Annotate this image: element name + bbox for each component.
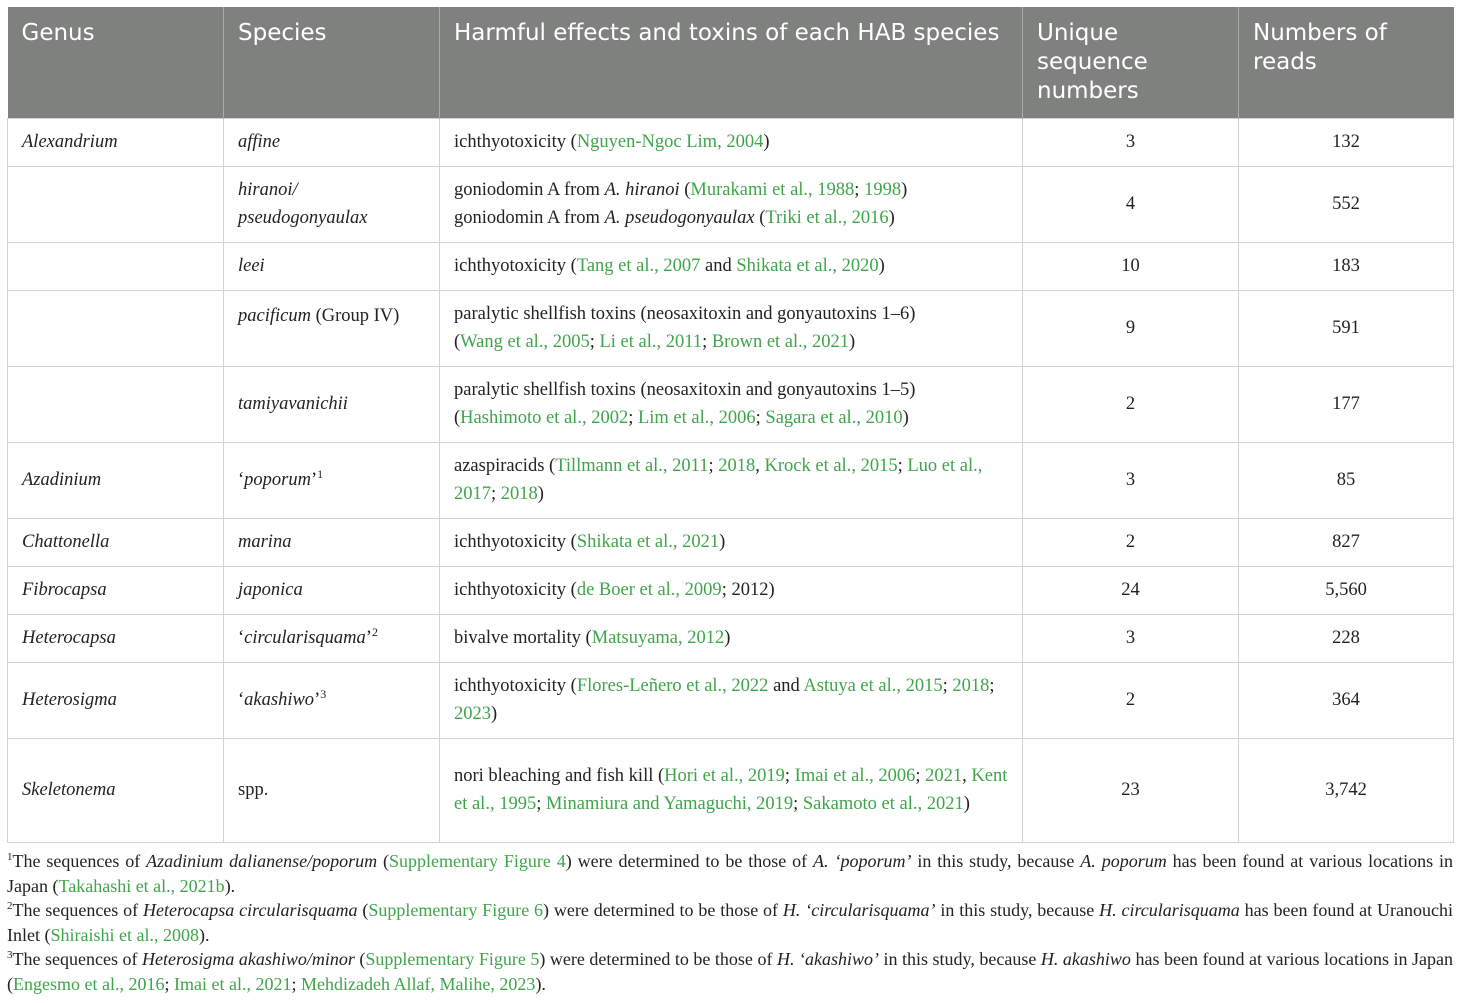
footnote-2 [7, 898, 1453, 947]
species-name-text: Azadinium dalianense/poporum [146, 851, 378, 871]
effects-cell [440, 291, 1023, 367]
unique-sequence-cell: 2 [1023, 663, 1239, 739]
header-unique-sequence-numbers: Unique sequence numbers [1023, 7, 1239, 119]
reference-link[interactable]: Wang et al., 2005 [460, 331, 590, 352]
supplementary-figure-link[interactable]: Supplementary Figure 6 [368, 900, 544, 920]
effects-text: ; [536, 793, 546, 814]
effects-text: , [755, 456, 765, 476]
genus-cell [8, 243, 224, 291]
effects-text: ) [888, 207, 895, 228]
reference-link[interactable]: Engesmo et al., 2016 [13, 973, 165, 994]
unique-sequence-cell: 3 [1023, 443, 1239, 519]
effects-text: ; [897, 456, 908, 476]
unique-sequence-cell: 3 [1023, 615, 1239, 663]
reads-cell: 177 [1239, 367, 1454, 443]
genus-cell: Heterocapsa [8, 615, 224, 663]
effects-text: and [700, 255, 737, 276]
genus-cell: Azadinium [8, 443, 224, 519]
genus-cell [8, 291, 224, 367]
unique-sequence-cell: 2 [1023, 519, 1239, 567]
footnote-text: ) were determined to be those of [565, 851, 814, 871]
table-row [8, 443, 1454, 519]
footnote-text: ; [164, 973, 174, 994]
effects-text: nori bleaching and fish kill ( [454, 766, 665, 786]
reference-link[interactable]: Imai et al., 2021 [174, 973, 292, 994]
effects-text: ( [454, 407, 461, 428]
species-name-text: H. akashiwo [1040, 949, 1131, 969]
effects-cell [440, 367, 1023, 443]
species-cell: marina [224, 519, 440, 567]
footnote-3 [7, 947, 1453, 996]
genus-cell: Chattonella [8, 519, 224, 567]
footnote-text: ( [357, 900, 369, 920]
effects-cell [440, 663, 1023, 739]
footnote-number: 1 [7, 851, 13, 863]
supplementary-figure-link[interactable]: Supplementary Figure 4 [388, 851, 566, 871]
reference-link[interactable]: 2018 [500, 483, 538, 504]
quote-mark: ‘ [238, 627, 245, 648]
species-cell [224, 291, 440, 367]
species-cell: hiranoi/ pseudogonyaulax [224, 167, 440, 243]
species-name-text: circularisquama [244, 627, 366, 648]
unique-sequence-cell: 10 [1023, 243, 1239, 291]
reference-link[interactable]: Nguyen-Ngoc Lim, 2004 [576, 131, 764, 152]
effects-text: ichthyotoxicity ( [454, 131, 577, 152]
effects-text: ( [679, 180, 691, 200]
genus-cell: Fibrocapsa [8, 567, 224, 615]
reference-link[interactable]: Takahashi et al., 2021b [58, 875, 225, 896]
table-row [8, 367, 1454, 443]
footnote-text: ). [224, 875, 236, 896]
effects-cell [440, 243, 1023, 291]
footnote-text: in this study, because [878, 949, 1041, 969]
reference-link[interactable]: Sagara et al., 2010 [765, 407, 903, 428]
effects-text: ) [763, 131, 770, 152]
reference-link[interactable]: Lim et al., 2006 [637, 407, 756, 428]
table-row [8, 567, 1454, 615]
reference-link[interactable]: de Boer et al., 2009 [576, 579, 722, 600]
reference-link[interactable]: Shiraishi et al., 2008 [50, 924, 199, 945]
effects-text: ; [915, 766, 926, 786]
quote-mark: ’ [314, 689, 321, 710]
effects-text: ) [491, 703, 498, 724]
species-cell [224, 663, 440, 739]
footnotes [7, 849, 1453, 996]
table-row [8, 291, 1454, 367]
reference-link[interactable]: Kent et al., 1995 [454, 766, 1008, 814]
species-name-text: H. ‘akashiwo’ [776, 949, 879, 969]
reference-link[interactable]: Krock et al., 2015 [764, 456, 898, 476]
reference-link[interactable]: Triki et al., 2016 [765, 207, 889, 228]
species-name-text: pacificum [238, 306, 311, 326]
effects-text: ; [702, 331, 712, 352]
footnote-number: 3 [7, 949, 13, 961]
species-name-text: A. poporum [1080, 851, 1167, 871]
effects-text: paralytic shellfish toxins (neosaxitoxin and gonyautoxins 1–6) [454, 304, 916, 324]
header-numbers-of-reads: Numbers of reads [1239, 7, 1454, 119]
effects-text: paralytic shellfish toxins (neosaxitoxin and gonyautoxins 1–5) [454, 380, 916, 400]
effects-text: ; [628, 407, 638, 428]
reference-link[interactable]: 1998 [864, 180, 902, 200]
species-cell: leei [224, 243, 440, 291]
effects-text: ; [708, 456, 719, 476]
reference-link[interactable]: Tillmann et al., 2011 [555, 456, 709, 476]
effects-text: ichthyotoxicity ( [454, 255, 577, 276]
unique-sequence-cell: 2 [1023, 367, 1239, 443]
species-cell: spp. [224, 739, 440, 843]
reads-cell: 827 [1239, 519, 1454, 567]
effects-cell [440, 739, 1023, 843]
footnote-text: has been found at Uranouchi Inlet ( [7, 900, 1453, 945]
species-name-text: A. ‘poporum’ [813, 851, 912, 871]
reference-link[interactable]: Mehdizadeh Allaf, Malihe, 2023 [300, 973, 536, 994]
species-cell [224, 615, 440, 663]
effects-text: ; [784, 766, 795, 786]
footnote-text: The sequences of [12, 900, 143, 920]
table-row [8, 167, 1454, 243]
reference-link[interactable]: 2018 [718, 456, 756, 476]
reference-link[interactable]: Li et al., 2011 [599, 331, 703, 352]
species-cell [224, 443, 440, 519]
reference-link[interactable]: Shikata et al., 2021 [576, 531, 720, 552]
unique-sequence-cell: 23 [1023, 739, 1239, 843]
effects-text: ) [963, 793, 970, 814]
effects-text: and [768, 676, 804, 696]
footnote-text: ). [535, 973, 546, 994]
header-harmful-effects: Harmful effects and toxins of each HAB species [440, 7, 1023, 119]
footnote-text: has been found at various locations in Japan ( [7, 949, 1454, 994]
reference-link[interactable]: Matsuyama, 2012 [591, 627, 725, 648]
footnote-text: in this study, because [935, 900, 1100, 920]
effects-cell [440, 119, 1023, 167]
header-genus: Genus [8, 7, 224, 119]
reads-cell: 552 [1239, 167, 1454, 243]
effects-text: ; [589, 331, 600, 352]
species-cell: affine [224, 119, 440, 167]
reads-cell: 85 [1239, 443, 1454, 519]
species-name-text: H. circularisquama [1099, 900, 1240, 920]
effects-text: goniodomin A from [454, 180, 605, 200]
effects-text: ( [454, 331, 461, 352]
table-row [8, 519, 1454, 567]
effects-text: ( [754, 207, 766, 228]
reference-link[interactable]: Luo et al., 2017 [454, 456, 983, 504]
reference-link[interactable]: Imai et al., 2006 [794, 766, 916, 786]
reference-link[interactable]: 2018 [952, 676, 990, 696]
quote-mark: ‘ [238, 689, 245, 710]
unique-sequence-cell: 24 [1023, 567, 1239, 615]
footnote-text: ) were determined to be those of [539, 949, 777, 969]
effects-text: ; [989, 676, 995, 696]
footnote-text: ) were determined to be those of [543, 900, 783, 920]
reference-link[interactable]: Minamiura and Yamaguchi, 2019 [545, 793, 794, 814]
table-header-row [8, 7, 1454, 119]
species-cell: tamiyavanichii [224, 367, 440, 443]
reference-link[interactable]: Hashimoto et al., 2002 [460, 407, 629, 428]
reads-cell: 591 [1239, 291, 1454, 367]
effects-text: ) [902, 407, 909, 428]
effects-text: ; [854, 180, 865, 200]
table-row [8, 615, 1454, 663]
quote-mark: ’ [310, 469, 318, 490]
effects-cell [440, 167, 1023, 243]
effects-text: ) [719, 531, 726, 552]
unique-sequence-cell: 3 [1023, 119, 1239, 167]
species-name-text: H. ‘circularisquama’ [782, 900, 936, 920]
unique-sequence-cell: 9 [1023, 291, 1239, 367]
effects-text: ichthyotoxicity ( [454, 676, 577, 696]
effects-cell [440, 443, 1023, 519]
effects-text: goniodomin A from [454, 207, 605, 228]
species-group-text: (Group IV) [310, 306, 400, 326]
hab-species-table [7, 7, 1454, 843]
effects-text: ) [878, 255, 885, 276]
effects-text: ; [793, 793, 803, 814]
effects-text: ) [849, 331, 856, 352]
footnote-text: ( [377, 851, 389, 871]
species-name-text: akashiwo [244, 689, 315, 710]
reads-cell: 228 [1239, 615, 1454, 663]
effects-text: , [962, 766, 972, 786]
genus-cell: Heterosigma [8, 663, 224, 739]
genus-cell [8, 367, 224, 443]
species-name-text: Heterocapsa circularisquama [143, 900, 358, 920]
reads-cell: 3,742 [1239, 739, 1454, 843]
effects-cell [440, 567, 1023, 615]
table-row [8, 243, 1454, 291]
effects-cell [440, 615, 1023, 663]
reference-link[interactable]: Flores-Leñero et al., 2022 [576, 676, 769, 696]
footnote-marker: 3 [320, 686, 327, 701]
footnote-1 [7, 849, 1453, 898]
header-species: Species [224, 7, 440, 119]
unique-sequence-cell: 4 [1023, 167, 1239, 243]
genus-cell: Alexandrium [8, 119, 224, 167]
footnote-text: The sequences of [12, 949, 143, 969]
effects-text: ; [942, 676, 953, 696]
effects-cell [440, 519, 1023, 567]
reads-cell: 364 [1239, 663, 1454, 739]
species-name-text: A. hiranoi [604, 180, 680, 200]
reference-link[interactable]: Shikata et al., 2020 [736, 255, 879, 276]
effects-text: ) [724, 627, 731, 648]
species-name-text: Heterosigma akashiwo/minor [142, 949, 355, 969]
genus-cell [8, 167, 224, 243]
species-name-text: poporum [244, 469, 311, 490]
footnote-text: ; [291, 973, 301, 994]
reads-cell: 5,560 [1239, 567, 1454, 615]
footnote-text: The sequences of [12, 851, 147, 871]
species-cell: japonica [224, 567, 440, 615]
reference-link[interactable]: 2021 [925, 766, 963, 786]
effects-text: ; [755, 407, 766, 428]
footnote-marker: 2 [371, 624, 378, 639]
footnote-text: in this study, because [911, 851, 1081, 871]
footnote-number: 2 [7, 900, 13, 912]
effects-text: ichthyotoxicity ( [454, 531, 577, 552]
table-row [8, 739, 1454, 843]
reference-link[interactable]: Sakamoto et al., 2021 [802, 793, 964, 814]
quote-mark: ‘ [238, 469, 245, 490]
reference-link[interactable]: Hori et al., 2019 [664, 766, 785, 786]
effects-text: ichthyotoxicity ( [454, 579, 577, 600]
reads-cell: 183 [1239, 243, 1454, 291]
reference-link[interactable]: 2023 [454, 703, 491, 724]
reference-link[interactable]: Brown et al., 2021 [711, 331, 850, 352]
effects-text: azaspiracids ( [454, 456, 556, 476]
effects-text: ) [901, 180, 908, 200]
hab-species-table-container [7, 7, 1453, 996]
quote-mark: ’ [365, 627, 372, 648]
footnote-marker: 1 [317, 466, 324, 481]
footnote-text: ). [198, 924, 210, 945]
reference-link[interactable]: Astuya et al., 2015 [803, 676, 943, 696]
table-row [8, 663, 1454, 739]
effects-text: bivalve mortality ( [454, 627, 592, 648]
species-name-text: A. pseudogonyaulax [604, 207, 755, 228]
table-row [8, 119, 1454, 167]
footnote-text: ( [354, 949, 366, 969]
effects-text: ; [491, 483, 501, 504]
reference-link[interactable]: Murakami et al., 1988 [690, 180, 855, 200]
supplementary-figure-link[interactable]: Supplementary Figure 5 [365, 949, 540, 969]
effects-text: ; 2012) [721, 579, 775, 600]
reference-link[interactable]: Tang et al., 2007 [576, 255, 701, 276]
genus-cell: Skeletonema [8, 739, 224, 843]
effects-text: ) [537, 483, 544, 504]
footnote-text: has been found at various locations in Japan ( [7, 851, 1453, 896]
reads-cell: 132 [1239, 119, 1454, 167]
